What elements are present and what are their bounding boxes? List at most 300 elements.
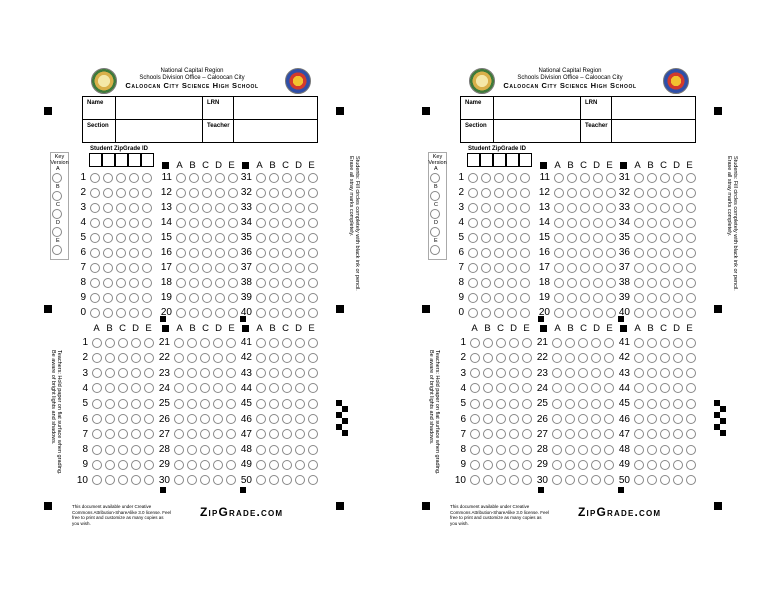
answer-bubble[interactable] <box>554 188 564 198</box>
answer-bubble[interactable] <box>494 248 504 258</box>
answer-bubble[interactable] <box>256 338 266 348</box>
answer-bubble[interactable] <box>591 475 601 485</box>
answer-bubble[interactable] <box>200 414 210 424</box>
answer-bubble[interactable] <box>189 203 199 213</box>
answer-bubble[interactable] <box>118 475 128 485</box>
answer-bubble[interactable] <box>118 383 128 393</box>
answer-bubble[interactable] <box>200 399 210 409</box>
answer-bubble[interactable] <box>567 218 577 228</box>
answer-bubble[interactable] <box>92 368 102 378</box>
answer-bubble[interactable] <box>673 308 683 318</box>
answer-bubble[interactable] <box>578 383 588 393</box>
answer-bubble[interactable] <box>92 460 102 470</box>
answer-bubble[interactable] <box>496 383 506 393</box>
answer-bubble[interactable] <box>483 429 493 439</box>
answer-bubble[interactable] <box>565 353 575 363</box>
answer-bubble[interactable] <box>673 263 683 273</box>
answer-bubble[interactable] <box>580 233 590 243</box>
answer-bubble[interactable] <box>507 308 517 318</box>
answer-bubble[interactable] <box>92 475 102 485</box>
answer-bubble[interactable] <box>520 203 530 213</box>
answer-bubble[interactable] <box>580 248 590 258</box>
answer-bubble[interactable] <box>673 353 683 363</box>
answer-bubble[interactable] <box>308 248 318 258</box>
answer-bubble[interactable] <box>295 248 305 258</box>
answer-bubble[interactable] <box>591 414 601 424</box>
answer-bubble[interactable] <box>567 248 577 258</box>
answer-bubble[interactable] <box>129 293 139 303</box>
answer-bubble[interactable] <box>92 445 102 455</box>
answer-bubble[interactable] <box>213 399 223 409</box>
answer-bubble[interactable] <box>686 414 696 424</box>
answer-bubble[interactable] <box>660 383 670 393</box>
answer-bubble[interactable] <box>295 475 305 485</box>
answer-bubble[interactable] <box>647 475 657 485</box>
answer-bubble[interactable] <box>520 293 530 303</box>
answer-bubble[interactable] <box>256 218 266 228</box>
answer-bubble[interactable] <box>593 278 603 288</box>
answer-bubble[interactable] <box>308 218 318 228</box>
id-digit-box[interactable] <box>102 153 115 167</box>
answer-bubble[interactable] <box>142 248 152 258</box>
answer-bubble[interactable] <box>507 218 517 228</box>
answer-bubble[interactable] <box>468 218 478 228</box>
answer-bubble[interactable] <box>118 338 128 348</box>
answer-bubble[interactable] <box>200 338 210 348</box>
answer-bubble[interactable] <box>142 173 152 183</box>
answer-bubble[interactable] <box>295 338 305 348</box>
answer-bubble[interactable] <box>131 383 141 393</box>
answer-bubble[interactable] <box>282 414 292 424</box>
answer-bubble[interactable] <box>282 308 292 318</box>
answer-bubble[interactable] <box>256 278 266 288</box>
answer-bubble[interactable] <box>202 188 212 198</box>
answer-bubble[interactable] <box>494 263 504 273</box>
answer-bubble[interactable] <box>660 188 670 198</box>
answer-bubble[interactable] <box>481 293 491 303</box>
answer-bubble[interactable] <box>215 233 225 243</box>
answer-bubble[interactable] <box>282 338 292 348</box>
answer-bubble[interactable] <box>647 218 657 228</box>
answer-bubble[interactable] <box>481 173 491 183</box>
answer-bubble[interactable] <box>174 475 184 485</box>
id-digit-box[interactable] <box>115 153 128 167</box>
answer-bubble[interactable] <box>520 173 530 183</box>
answer-bubble[interactable] <box>116 278 126 288</box>
answer-bubble[interactable] <box>686 353 696 363</box>
id-digit-box[interactable] <box>493 153 506 167</box>
answer-bubble[interactable] <box>686 368 696 378</box>
answer-bubble[interactable] <box>578 475 588 485</box>
answer-bubble[interactable] <box>202 308 212 318</box>
answer-bubble[interactable] <box>142 278 152 288</box>
answer-bubble[interactable] <box>295 278 305 288</box>
answer-bubble[interactable] <box>468 293 478 303</box>
answer-bubble[interactable] <box>496 338 506 348</box>
answer-bubble[interactable] <box>494 218 504 228</box>
answer-bubble[interactable] <box>660 445 670 455</box>
answer-bubble[interactable] <box>634 293 644 303</box>
answer-bubble[interactable] <box>634 188 644 198</box>
answer-bubble[interactable] <box>565 475 575 485</box>
answer-bubble[interactable] <box>295 263 305 273</box>
answer-bubble[interactable] <box>142 203 152 213</box>
answer-bubble[interactable] <box>129 233 139 243</box>
answer-bubble[interactable] <box>213 475 223 485</box>
answer-bubble[interactable] <box>213 368 223 378</box>
answer-bubble[interactable] <box>202 278 212 288</box>
answer-bubble[interactable] <box>660 248 670 258</box>
key-version-bubble[interactable] <box>430 173 440 183</box>
answer-bubble[interactable] <box>200 445 210 455</box>
answer-bubble[interactable] <box>647 308 657 318</box>
answer-bubble[interactable] <box>483 414 493 424</box>
answer-bubble[interactable] <box>686 203 696 213</box>
answer-bubble[interactable] <box>308 173 318 183</box>
answer-bubble[interactable] <box>686 399 696 409</box>
answer-bubble[interactable] <box>308 399 318 409</box>
answer-bubble[interactable] <box>213 338 223 348</box>
answer-bubble[interactable] <box>647 445 657 455</box>
answer-bubble[interactable] <box>189 233 199 243</box>
answer-bubble[interactable] <box>554 233 564 243</box>
answer-bubble[interactable] <box>118 445 128 455</box>
answer-bubble[interactable] <box>634 308 644 318</box>
answer-bubble[interactable] <box>578 429 588 439</box>
answer-bubble[interactable] <box>213 429 223 439</box>
answer-bubble[interactable] <box>269 263 279 273</box>
answer-bubble[interactable] <box>282 173 292 183</box>
answer-bubble[interactable] <box>103 218 113 228</box>
answer-bubble[interactable] <box>483 460 493 470</box>
answer-bubble[interactable] <box>567 203 577 213</box>
answer-bubble[interactable] <box>580 308 590 318</box>
answer-bubble[interactable] <box>567 173 577 183</box>
answer-bubble[interactable] <box>552 429 562 439</box>
answer-bubble[interactable] <box>660 460 670 470</box>
answer-bubble[interactable] <box>509 399 519 409</box>
answer-bubble[interactable] <box>686 188 696 198</box>
answer-bubble[interactable] <box>580 218 590 228</box>
answer-bubble[interactable] <box>282 475 292 485</box>
answer-bubble[interactable] <box>647 399 657 409</box>
answer-bubble[interactable] <box>92 338 102 348</box>
answer-bubble[interactable] <box>468 278 478 288</box>
answer-bubble[interactable] <box>647 263 657 273</box>
answer-bubble[interactable] <box>176 203 186 213</box>
lrn-field[interactable] <box>234 97 318 120</box>
answer-bubble[interactable] <box>496 399 506 409</box>
answer-bubble[interactable] <box>591 383 601 393</box>
id-digit-box[interactable] <box>506 153 519 167</box>
answer-bubble[interactable] <box>269 445 279 455</box>
answer-bubble[interactable] <box>470 429 480 439</box>
answer-bubble[interactable] <box>470 368 480 378</box>
answer-bubble[interactable] <box>496 368 506 378</box>
answer-bubble[interactable] <box>282 460 292 470</box>
answer-bubble[interactable] <box>686 308 696 318</box>
answer-bubble[interactable] <box>509 460 519 470</box>
answer-bubble[interactable] <box>565 414 575 424</box>
answer-bubble[interactable] <box>686 475 696 485</box>
answer-bubble[interactable] <box>507 278 517 288</box>
answer-bubble[interactable] <box>92 399 102 409</box>
answer-bubble[interactable] <box>673 233 683 243</box>
answer-bubble[interactable] <box>494 308 504 318</box>
answer-bubble[interactable] <box>591 460 601 470</box>
answer-bubble[interactable] <box>215 308 225 318</box>
answer-bubble[interactable] <box>129 218 139 228</box>
answer-bubble[interactable] <box>189 188 199 198</box>
answer-bubble[interactable] <box>552 353 562 363</box>
answer-bubble[interactable] <box>308 188 318 198</box>
answer-bubble[interactable] <box>118 414 128 424</box>
answer-bubble[interactable] <box>580 278 590 288</box>
answer-bubble[interactable] <box>634 414 644 424</box>
answer-bubble[interactable] <box>105 353 115 363</box>
answer-bubble[interactable] <box>90 293 100 303</box>
answer-bubble[interactable] <box>92 429 102 439</box>
answer-bubble[interactable] <box>468 188 478 198</box>
answer-bubble[interactable] <box>308 445 318 455</box>
answer-bubble[interactable] <box>308 353 318 363</box>
answer-bubble[interactable] <box>129 263 139 273</box>
answer-bubble[interactable] <box>554 248 564 258</box>
answer-bubble[interactable] <box>90 308 100 318</box>
answer-bubble[interactable] <box>295 414 305 424</box>
answer-bubble[interactable] <box>256 353 266 363</box>
id-digit-box[interactable] <box>519 153 532 167</box>
answer-bubble[interactable] <box>578 353 588 363</box>
answer-bubble[interactable] <box>116 308 126 318</box>
answer-bubble[interactable] <box>634 445 644 455</box>
answer-bubble[interactable] <box>200 353 210 363</box>
answer-bubble[interactable] <box>634 218 644 228</box>
answer-bubble[interactable] <box>686 233 696 243</box>
answer-bubble[interactable] <box>200 475 210 485</box>
answer-bubble[interactable] <box>174 429 184 439</box>
answer-bubble[interactable] <box>256 460 266 470</box>
answer-bubble[interactable] <box>256 383 266 393</box>
answer-bubble[interactable] <box>468 248 478 258</box>
answer-bubble[interactable] <box>647 368 657 378</box>
answer-bubble[interactable] <box>509 338 519 348</box>
answer-bubble[interactable] <box>634 263 644 273</box>
answer-bubble[interactable] <box>580 203 590 213</box>
answer-bubble[interactable] <box>213 445 223 455</box>
answer-bubble[interactable] <box>660 353 670 363</box>
answer-bubble[interactable] <box>269 399 279 409</box>
id-digit-box[interactable] <box>89 153 102 167</box>
answer-bubble[interactable] <box>565 338 575 348</box>
answer-bubble[interactable] <box>269 248 279 258</box>
answer-bubble[interactable] <box>90 233 100 243</box>
answer-bubble[interactable] <box>647 248 657 258</box>
answer-bubble[interactable] <box>92 353 102 363</box>
answer-bubble[interactable] <box>118 353 128 363</box>
answer-bubble[interactable] <box>520 218 530 228</box>
answer-bubble[interactable] <box>256 173 266 183</box>
answer-bubble[interactable] <box>634 429 644 439</box>
answer-bubble[interactable] <box>593 248 603 258</box>
answer-bubble[interactable] <box>189 263 199 273</box>
answer-bubble[interactable] <box>578 414 588 424</box>
answer-bubble[interactable] <box>591 368 601 378</box>
answer-bubble[interactable] <box>660 233 670 243</box>
answer-bubble[interactable] <box>578 338 588 348</box>
answer-bubble[interactable] <box>481 218 491 228</box>
answer-bubble[interactable] <box>507 173 517 183</box>
answer-bubble[interactable] <box>116 233 126 243</box>
answer-bubble[interactable] <box>481 308 491 318</box>
answer-bubble[interactable] <box>90 188 100 198</box>
answer-bubble[interactable] <box>189 173 199 183</box>
answer-bubble[interactable] <box>308 293 318 303</box>
answer-bubble[interactable] <box>509 445 519 455</box>
answer-bubble[interactable] <box>105 445 115 455</box>
key-version-bubble[interactable] <box>52 227 62 237</box>
answer-bubble[interactable] <box>200 383 210 393</box>
answer-bubble[interactable] <box>129 248 139 258</box>
answer-bubble[interactable] <box>520 233 530 243</box>
id-digit-box[interactable] <box>141 153 154 167</box>
answer-bubble[interactable] <box>103 173 113 183</box>
answer-bubble[interactable] <box>660 218 670 228</box>
answer-bubble[interactable] <box>591 353 601 363</box>
answer-bubble[interactable] <box>174 399 184 409</box>
answer-bubble[interactable] <box>591 338 601 348</box>
answer-bubble[interactable] <box>103 248 113 258</box>
answer-bubble[interactable] <box>269 460 279 470</box>
key-version-bubble[interactable] <box>52 209 62 219</box>
answer-bubble[interactable] <box>105 338 115 348</box>
answer-bubble[interactable] <box>90 278 100 288</box>
answer-bubble[interactable] <box>580 263 590 273</box>
answer-bubble[interactable] <box>131 353 141 363</box>
answer-bubble[interactable] <box>174 353 184 363</box>
answer-bubble[interactable] <box>660 293 670 303</box>
answer-bubble[interactable] <box>593 173 603 183</box>
answer-bubble[interactable] <box>103 188 113 198</box>
answer-bubble[interactable] <box>673 399 683 409</box>
answer-bubble[interactable] <box>686 248 696 258</box>
answer-bubble[interactable] <box>308 383 318 393</box>
answer-bubble[interactable] <box>565 399 575 409</box>
section-field[interactable] <box>116 120 203 143</box>
answer-bubble[interactable] <box>189 218 199 228</box>
answer-bubble[interactable] <box>295 368 305 378</box>
answer-bubble[interactable] <box>105 460 115 470</box>
answer-bubble[interactable] <box>282 445 292 455</box>
answer-bubble[interactable] <box>295 353 305 363</box>
answer-bubble[interactable] <box>686 218 696 228</box>
answer-bubble[interactable] <box>578 460 588 470</box>
answer-bubble[interactable] <box>282 368 292 378</box>
answer-bubble[interactable] <box>256 414 266 424</box>
answer-bubble[interactable] <box>105 368 115 378</box>
answer-bubble[interactable] <box>565 429 575 439</box>
answer-bubble[interactable] <box>295 203 305 213</box>
answer-bubble[interactable] <box>103 203 113 213</box>
answer-bubble[interactable] <box>90 203 100 213</box>
answer-bubble[interactable] <box>187 338 197 348</box>
answer-bubble[interactable] <box>118 368 128 378</box>
answer-bubble[interactable] <box>660 338 670 348</box>
answer-bubble[interactable] <box>131 414 141 424</box>
answer-bubble[interactable] <box>686 173 696 183</box>
answer-bubble[interactable] <box>116 263 126 273</box>
answer-bubble[interactable] <box>256 399 266 409</box>
answer-bubble[interactable] <box>308 338 318 348</box>
answer-bubble[interactable] <box>116 203 126 213</box>
answer-bubble[interactable] <box>174 460 184 470</box>
answer-bubble[interactable] <box>256 308 266 318</box>
answer-bubble[interactable] <box>176 293 186 303</box>
answer-bubble[interactable] <box>468 173 478 183</box>
answer-bubble[interactable] <box>660 429 670 439</box>
answer-bubble[interactable] <box>295 460 305 470</box>
answer-bubble[interactable] <box>507 203 517 213</box>
answer-bubble[interactable] <box>215 203 225 213</box>
answer-bubble[interactable] <box>686 429 696 439</box>
answer-bubble[interactable] <box>509 353 519 363</box>
answer-bubble[interactable] <box>660 399 670 409</box>
key-version-bubble[interactable] <box>430 245 440 255</box>
answer-bubble[interactable] <box>470 475 480 485</box>
answer-bubble[interactable] <box>282 383 292 393</box>
answer-bubble[interactable] <box>282 353 292 363</box>
answer-bubble[interactable] <box>269 338 279 348</box>
answer-bubble[interactable] <box>308 475 318 485</box>
answer-bubble[interactable] <box>295 429 305 439</box>
key-version-bubble[interactable] <box>430 209 440 219</box>
answer-bubble[interactable] <box>494 233 504 243</box>
answer-bubble[interactable] <box>673 475 683 485</box>
answer-bubble[interactable] <box>187 414 197 424</box>
answer-bubble[interactable] <box>483 383 493 393</box>
answer-bubble[interactable] <box>308 414 318 424</box>
answer-bubble[interactable] <box>481 233 491 243</box>
answer-bubble[interactable] <box>308 203 318 213</box>
answer-bubble[interactable] <box>295 308 305 318</box>
answer-bubble[interactable] <box>202 233 212 243</box>
answer-bubble[interactable] <box>256 368 266 378</box>
answer-bubble[interactable] <box>282 278 292 288</box>
answer-bubble[interactable] <box>673 278 683 288</box>
answer-bubble[interactable] <box>580 173 590 183</box>
answer-bubble[interactable] <box>105 429 115 439</box>
answer-bubble[interactable] <box>202 263 212 273</box>
answer-bubble[interactable] <box>105 414 115 424</box>
answer-bubble[interactable] <box>507 293 517 303</box>
answer-bubble[interactable] <box>673 203 683 213</box>
answer-bubble[interactable] <box>129 188 139 198</box>
answer-bubble[interactable] <box>552 368 562 378</box>
answer-bubble[interactable] <box>308 233 318 243</box>
answer-bubble[interactable] <box>213 383 223 393</box>
answer-bubble[interactable] <box>142 263 152 273</box>
answer-bubble[interactable] <box>256 188 266 198</box>
answer-bubble[interactable] <box>660 368 670 378</box>
answer-bubble[interactable] <box>509 429 519 439</box>
answer-bubble[interactable] <box>567 263 577 273</box>
answer-bubble[interactable] <box>176 248 186 258</box>
answer-bubble[interactable] <box>686 278 696 288</box>
answer-bubble[interactable] <box>269 218 279 228</box>
answer-bubble[interactable] <box>103 308 113 318</box>
answer-bubble[interactable] <box>647 233 657 243</box>
answer-bubble[interactable] <box>507 248 517 258</box>
